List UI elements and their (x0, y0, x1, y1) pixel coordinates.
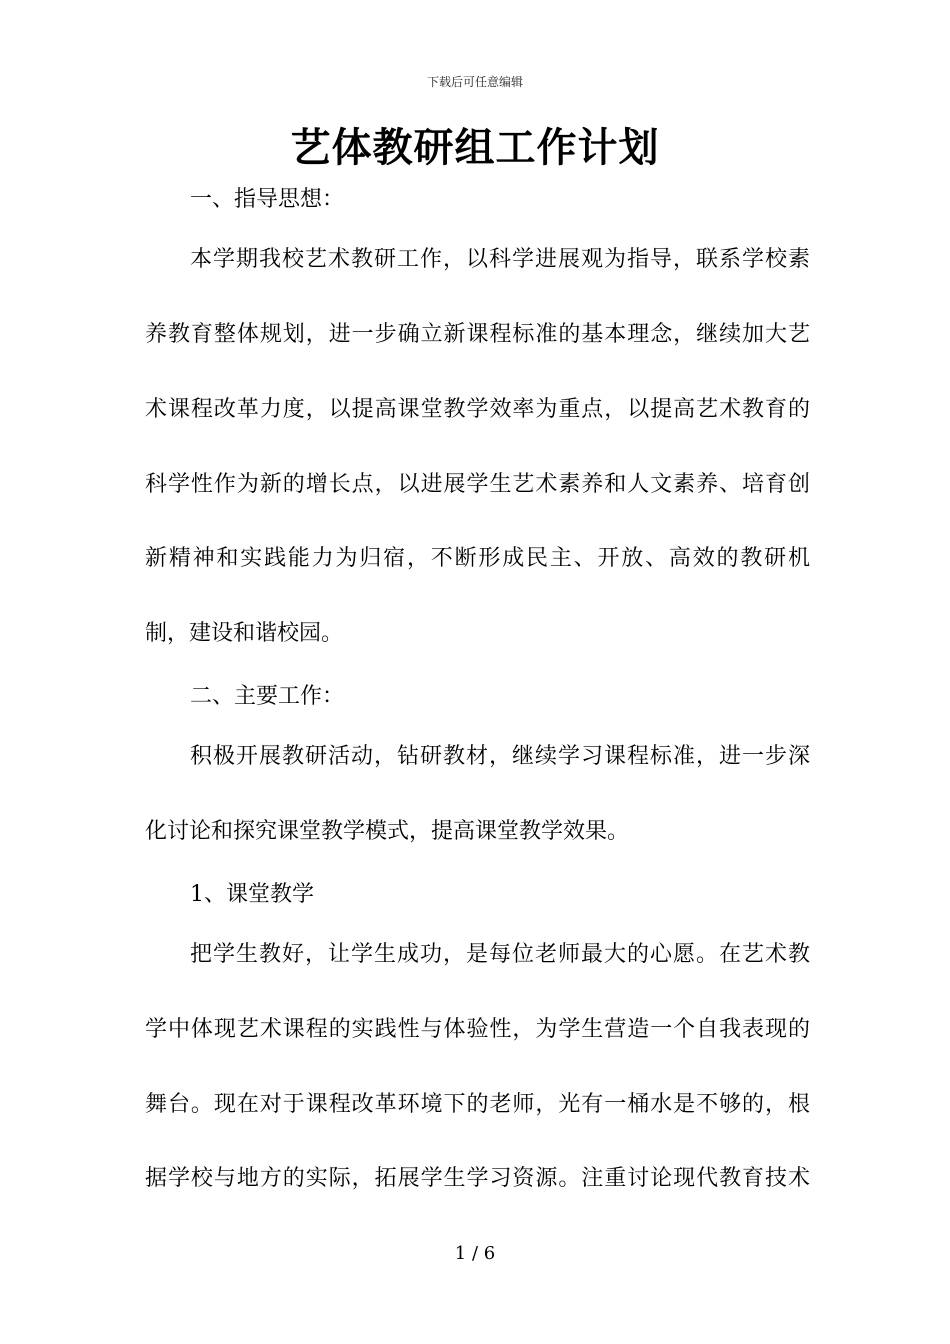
section-heading-main-work: 二、主要工作： (190, 684, 345, 709)
paragraph-line: 积极开展教研活动，钻研教材，继续学习课程标准，进一步深 (190, 744, 810, 769)
section-heading-guiding-ideology: 一、指导思想： (190, 187, 345, 212)
paragraph-line: 学中体现艺术课程的实践性与体验性，为学生营造一个自我表现的 (145, 1017, 810, 1042)
paragraph-line: 据学校与地方的实际，拓展学生学习资源。注重讨论现代教育技术 (145, 1166, 810, 1191)
paragraph-line: 新精神和实践能力为归宿，不断形成民主、开放、高效的教研机 (145, 546, 810, 571)
paragraph-line: 术课程改革力度，以提高课堂教学效率为重点，以提高艺术教育的 (145, 397, 810, 422)
paragraph-line: 舞台。现在对于课程改革环境下的老师，光有一桶水是不够的，根 (145, 1092, 810, 1117)
paragraph-line: 把学生教好，让学生成功，是每位老师最大的心愿。在艺术教 (190, 942, 810, 967)
document-title: 艺体教研组工作计划 (290, 124, 660, 171)
paragraph-line: 养教育整体规划，进一步确立新课程标准的基本理念，继续加大艺 (145, 322, 810, 347)
header-note: 下载后可任意编辑 (426, 75, 523, 89)
paragraph-line: 制，建设和谐校园。 (145, 621, 344, 646)
page-number: 1 / 6 (454, 1243, 496, 1264)
subsection-heading-classroom-teaching: 1、课堂教学 (190, 882, 314, 907)
paragraph-line: 本学期我校艺术教研工作，以科学进展观为指导，联系学校素 (190, 247, 810, 272)
paragraph-line: 化讨论和探究课堂教学模式，提高课堂教学效果。 (145, 819, 630, 844)
paragraph-line: 科学性作为新的增长点，以进展学生艺术素养和人文素养、培育创 (145, 472, 810, 497)
